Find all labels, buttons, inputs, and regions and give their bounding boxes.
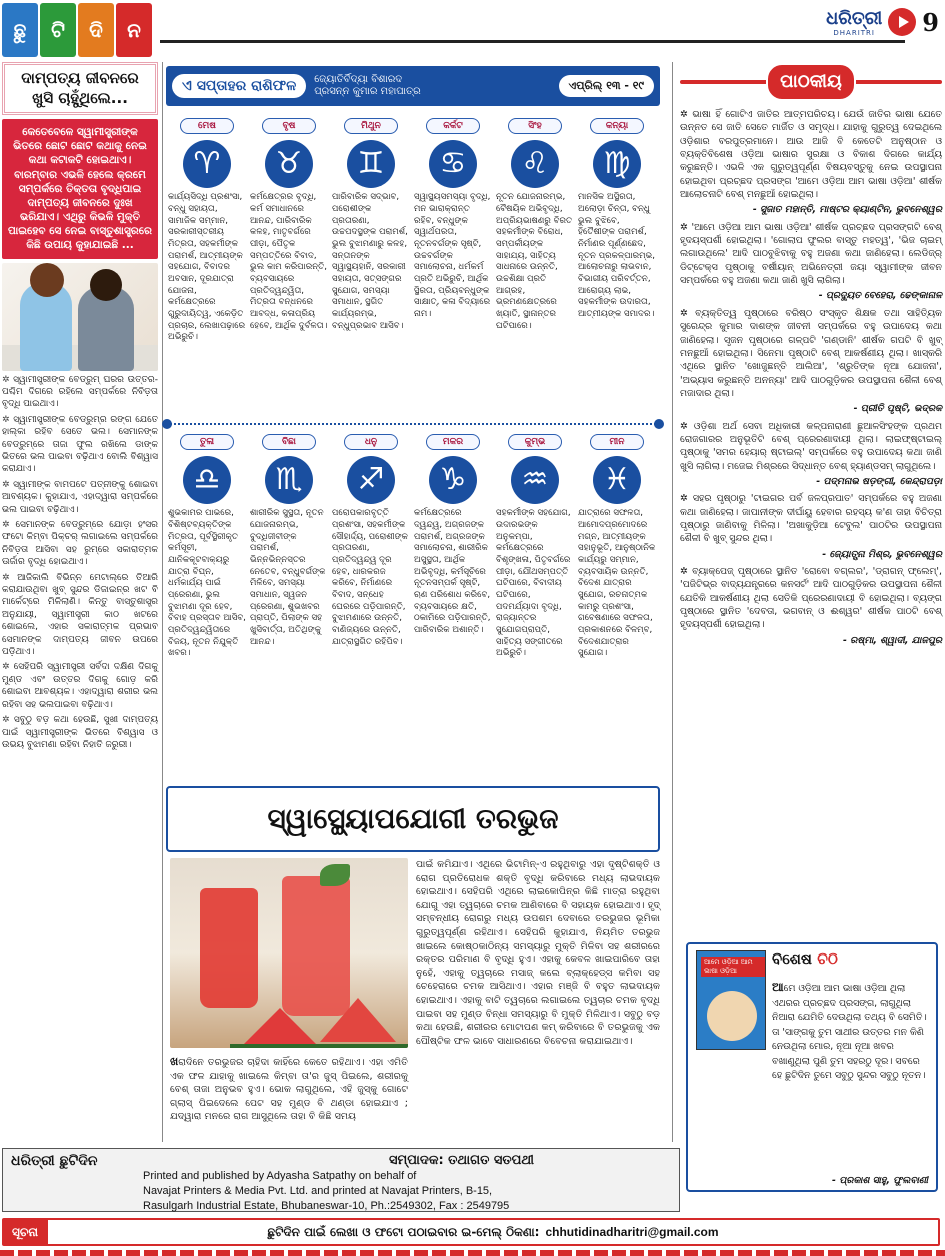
aries-icon: ♈ (183, 140, 231, 188)
letter-signature: - ସୁଜାତ ମହାନ୍ତି, ମାଷ୍ଟର କ୍ୟାଣ୍ଟିନ, ଭୁବନେଶ୍ୱର (752, 204, 942, 216)
leo-icon: ♌ (511, 140, 559, 188)
horoscope-author (314, 74, 550, 99)
masthead-right (826, 2, 939, 42)
pisces-icon: ♓ (593, 456, 641, 504)
article-headline: ସ୍ୱାସ୍ଥ୍ୟୋପଯୋଗୀ ତରଭୁଜ (166, 786, 660, 852)
letter-signature: - ଜ୍ୟୋତ୍ସ୍ନା ମିଶ୍ର, ଭୁବନେଶ୍ୱର (822, 548, 942, 560)
horoscope-date: ଏପ୍ରିଲ୍ ୧୩ - ୧୯ (559, 75, 655, 97)
sign-tula (166, 434, 248, 674)
imprint-line: Navajat Printers & Media Pvt. Ltd. and printed at Navajat Printers, B-15, (143, 1184, 493, 1197)
vastu-points (2, 374, 158, 752)
sign-row-1 (166, 118, 660, 358)
sign-name: କୁମ୍ଭ (508, 434, 562, 450)
notice-text: ଛୁଟିଦିନ ପାଇଁ ଲେଖା ଓ ଫଟୋ ପଠାଇବାର ଇ-ମେଲ୍ ଠିକଣା: (267, 1224, 540, 1239)
sign-text: କର୍ମକ୍ଷେତ୍ରରେ ଦ୍ୱନ୍ଦ୍ୱ, ଅଗ୍ରଜଙ୍କ ପରାମର୍ଶ, ଅଗ୍ରଜଙ୍କ ସମାଲୋଚନା, ଶାରୀରିକ ଅସୁସ୍ଥତା, ଆର୍ଥିକ ଅଭିବୃଦ୍ଧି, କର୍ମସୂଚିରେ ନୂତନସମ୍ପର୍କ ସୃଷ୍ଟି, ଋଣ ପରିଶୋଧ କରିବେ, ବ୍ୟବସାୟରେ କ୍ଷତି, ଠକାମିରେ ପଡ଼ିପାରନ୍ତି, ପାରିବାରିକ ଅଶାନ୍ତି। (414, 508, 491, 636)
sign-text: ପାରିବାରିକ ସଦ୍‌ଭାବ, ପରୋଶୀଙ୍କ ପ୍ରତାରଣା, ଉଚ୍ଚପଦସ୍ଥଙ୍କ ପରାମର୍ଶ, ଭୁଲ ବୁଝାମଣାରୁ କଳହ, ସନ୍ତାନଙ୍କ ସ୍ୱାସ୍ଥ୍ୟହାନି, ସରକାରୀ ସହାୟତା, ସତ୍‌ସଙ୍ଗର ସୁଯୋଗ, ସମସ୍ୟା ସମାଧାନ, ସ୍ଥଗିତ କାର୍ଯ୍ୟରମ୍ଭ, ବନ୍ଧୁପ୍ରଭାବ ଆସିବ। (332, 192, 408, 331)
sign-text: ସହକର୍ମୀଙ୍କ ସହଯୋଗ, ଉଦାରଭଙ୍କ ଅନୁକମ୍ପା, କର୍ମକ୍ଷେତ୍ରରେ ବିଶୃଙ୍ଖଳା, ପିତୃବର୍ଗରେ ପୀଡ଼ା, ଯୌଥସମ୍ପତ୍ତି ଘଟିପାରେ, ବିବାଦୀୟ ଘଟିପାରେ, ପଦମର୍ଯ୍ୟାଦା ବୃଦ୍ଧି, ରାଜ୍ୟାନ୍ତର ସୁଯୋଗପ୍ରାପ୍ତି, ସାହିତ୍ୟ ସଙ୍ଗୀତରେ ଅଭିରୁଚି। (496, 508, 571, 659)
letter-item (680, 492, 942, 561)
sign-name: ଧନୁ (344, 434, 398, 450)
scorpio-icon: ♏ (265, 456, 313, 504)
photo-man (78, 287, 134, 371)
sign-name: ବୃଷ (262, 118, 316, 134)
masthead-tile-1: ଛୁ (2, 3, 38, 57)
letter-item (680, 108, 942, 217)
column-divider (672, 62, 673, 1142)
sign-text: ମାନସିକ ଅସ୍ଥିରତା, ଅଲୋଡ଼ା ଚିନ୍ତା, ବନ୍ଧୁ ଭୁଲ ବୁଝିବେ, ହିତୈଷୀଙ୍କ ପରାମର୍ଶ, ନିର୍ମାଣର ପୂର୍ଣ୍ଣଛେଦ, ନୂତନ ପ୍ରକଳ୍ପାରମ୍ଭ, ଆଲୋଚନାରୁ ଲାଭବାନ, ବିଭାଗୀୟ ପରିବର୍ତ୍ତନ, ଆରୋଗ୍ୟ ଲାଭ, ସହକର୍ମୀଙ୍କ ଉଦାରତା, ଆତ୍ମୀୟଙ୍କ ସମାଦର। (578, 192, 656, 320)
photo-glass (282, 876, 350, 1016)
vastu-column (2, 62, 158, 1142)
sign-bichha (248, 434, 330, 674)
bottom-strip (0, 1250, 945, 1256)
column-divider (162, 62, 163, 1142)
sign-mithuna (330, 118, 412, 358)
photo-watermelon-slice (240, 1008, 320, 1048)
sign-name: ସିଂହ (508, 118, 562, 134)
article-column-2: ପାଇଁ କମିଯାଏ। ଏଥିରେ ଭିଟାମିନ୍-ଏ ରହୁଥିବାରୁ ଏହା ଦୃଷ୍ଟିଶକ୍ତି ଓ ରୋଗ ପ୍ରତିରୋଧକ ଶକ୍ତି ବୃଦ୍ଧି କରିବାରେ ମଧ୍ୟ ଲାଭଦାୟକ ହୋଇଥାଏ। ସେହିପରି ଏଥିରେ ଲାଇକୋପିନ୍‌ର କିଛି ମାତ୍ରା ରହୁଥିବା ଯୋଗୁ ଏହା ତ୍ୱଚାରେ ଚମକ ଆଣିବାରେ ବି ସହାୟକ ହୋଇଥାଏ। ହୃଦ୍ ସମ୍ବନ୍ଧୀୟ ରୋଗରୁ ମଧ୍ୟ ଉପଶମ ଦେବାରେ ତରଭୁଜର ଭୂମିକା ଗୁରୁତ୍ୱପୂର୍ଣ୍ଣ ରହିଥାଏ। ସେହିପରି କୁହାଯାଏ, ନିୟମିତ ତରଭୁଜ ଖାଇଲେ କୋଷ୍ଠକାଠିନ୍ୟ ସମସ୍ୟାରୁ ମୁକ୍ତି ମିଳିବା ସହ ଶରୀରରେ ରକ୍ତର ପରିମାଣ ବି ବୃଦ୍ଧି ହୁଏ। ଏହାକୁ କେବଳ ଖାଇପାରିବେ ତାହା ନୁହେଁ, ଏହାକୁ ତ୍ୱଚାରେ ମସାଜ୍ କଲେ ବ୍ଲାକ୍‌ହେଡ୍ସ କମିବା ସହ ଚେହେରାରେ ଚମକ ଆସିଥାଏ। ଏହାର ମଞ୍ଜି ବି ବହୁତ ଲାଭଦାୟକ ହୋଇଥାଏ। ଏହାକୁ ବାଟି ତ୍ୱଚାରେ ଲଗାଇଲେ ତ୍ୱଚାର ଚମକ ବୃଦ୍ଧି ପାଇବା ସହ ମୁଣ୍ଡ ବିନ୍ଧା ସମସ୍ୟାରୁ ବି ମୁକ୍ତି ମିଳିଥାଏ। ସବୁଠୁ ବଡ଼ କଥା ହେଉଛି, ଶରୀରର ମୋଟାପଣ କମ୍ କରିବାରେ ବି ତରଭୁଜକୁ ଏକ ପୌଷ୍ଟିକ ଫଳ ଭାବେ ସାଧାରଣରେ ବିବେଚନା କରାଯାଇଥାଏ। (416, 859, 660, 1047)
play-icon (888, 8, 916, 36)
sign-text: କାର୍ଯ୍ୟସିଦ୍ଧି ପ୍ରଶଂସା, ବନ୍ଧୁ ସହାୟତା, ସାମାଜିକ ସମ୍ମାନ, ସରକାରୀସ୍ତରୀୟ ମିତ୍ରତା, ସହକର୍ମୀଙ୍କ ପରାମର୍ଶ, ଆତ୍ମୀୟଙ୍କ ସହଯୋଗ, ବିବାଦର ଅବସାନ, ଦୂରଯାତ୍ରା ଯୋଜନା, କର୍ମକ୍ଷେତ୍ରରେ ଗୁରୁଦାୟିତ୍ୱ, ଏକେଡ଼ିତ ପ୍ରଚାର, ଲେଖାପଢ଼ାରେ ଅଭିରୁଚି। (168, 192, 246, 343)
vastu-point: ✲ ସ୍ୱାମୀସ୍ତ୍ରୀଙ୍କ ବେଡ୍‌ରୁମ୍‌ର ରଙ୍ଗ ଯେତେ ହାଲ୍‌କା ରହିବ ସେତେ ଭଲ। ସେମାନଙ୍କ ବେଡ୍‌ରୁମ୍‌ରେ ତାଜା ଫୁଲ ରଖିଲେ ଡାଙ୍କ ଭିତରେ ଭଲ ପାଇବା ବଢ଼ିଥାଏ ବୋଲି ବିଶ୍ୱାସ କରାଯାଏ। (2, 414, 158, 476)
letter-signature: - ପ୍ରୀତି ପୃଷ୍ଟି, ଭଦ୍ରକ (853, 403, 942, 415)
poem-signature: - ପ୍ରକାଶ ସାହୁ, ଫୁଲବାଣୀ (832, 1175, 928, 1186)
cancer-icon: ♋ (429, 140, 477, 188)
vastu-point: ✲ ସ୍ୱାମୀସ୍ତ୍ରୀଙ୍କ ବେଡ୍‌ରୁମ୍ ଘରର ଉତ୍ତର-ପଶ୍ଚିମ ଦିଗରେ ରହିଲେ ସମ୍ପର୍କରେ ନିବିଡ଼ତା ବୃଦ୍ଧି ପାଇଥାଏ। (2, 374, 158, 411)
photo-watermelon-slice (320, 998, 396, 1042)
title-plain: ବିଶେଷ (772, 950, 818, 968)
couple-photo (2, 263, 158, 371)
sign-kumbha (494, 434, 576, 674)
sign-simha (494, 118, 576, 358)
taurus-icon: ♉ (265, 140, 313, 188)
letters-column (680, 60, 942, 647)
sign-name: କନ୍ୟା (590, 118, 644, 134)
letter-text: ✲ ବ୍ୟକ୍ତିତ୍ୱ ପୃଷ୍ଠାରେ ବରିଷ୍ଠ ସଂସ୍କୃତ ଶିକ୍ଷକ ତଥା ସାହିତ୍ୟିକ ସୁରେନ୍ଦ୍ର କୁମାର ଦାଶଙ୍କ ଜୀବନୀ ସମ୍ପର୍କରେ ବହୁ ଉପାଦେୟ କଥା ଜାଣିହେଲା। ସୃଜନ ପୃଷ୍ଠାରେ ଗଳ୍ପଟି 'ଗଣ୍ଡାନି' ଶୀର୍ଷକ ଗପଟି ବି ଖୁବ୍ ମନଛୁଆଁ ହୋଇଥିଲା। ସିନେମା ପୃଷ୍ଠାଟି ବେଶ୍ ଆକର୍ଷଣୀୟ ଥିଲା। ଖାସ୍‌କରି ଏଥିରେ ସ୍ଥାନିତ 'ଖୋଜୁଛନ୍ତି ଆଲିଆ', 'ଶ୍ରୁତିଙ୍କ ନୂଆ ଯୋଜନା', 'ଅଭ୍ୟାସ କରୁଛନ୍ତି ଅନନ୍ୟା' ଆଦି ପାଠଗୁଡ଼ିକର ଉପସ୍ଥାପନା ଶୈଳୀ ବେଶ୍ ମଜାଦାର ଥିଲା। (680, 307, 942, 400)
author-title: ଜ୍ୟୋତିର୍ବିଦ୍ୟା ବିଶାରଦ (314, 73, 403, 85)
imprint-line: Rasulgarh Industrial Estate, Bhubaneswar-10, Ph.:2549302, Fax : 2549795 (143, 1199, 510, 1212)
notice-email-link[interactable]: chhutidinadharitri@gmail.com (545, 1225, 719, 1239)
sign-name: ମିଥୁନ (344, 118, 398, 134)
sign-karkata (412, 118, 494, 358)
letter-text: ✲ ଓଡ଼ିଶା ଅର୍ଥ ସେବା ଅଧିକାରୀ କଳ୍ପନାରାଣୀ ଛୁଆଳସିଂହଙ୍କ ପ୍ରଥମ ରୋଜଗାରର ଅନୁଭୂତିଟି ବେଶ୍ ପ୍ରେରଣାଦାୟୀ ଥିଲା। ଲାଇଫ୍‌ଷ୍ଟାଇଲ୍ ପୃଷ୍ଠାକୁ 'ସମର ହେୟାର୍ ଷ୍ଟାଇଲ୍' ସମ୍ପର୍କରେ ବହୁ ଉପାଦେୟ କଥା ଜାଣି ଖୁସି ଲାଗିଲା। ମଜେଇ ମିଶ୍ରରେ ସିଦ୍ଧାନ୍ତ ବେଶ୍ ହ୍ୟାଣ୍ଡସମ୍ ଲାଗୁଥିଲେ। (680, 420, 942, 473)
sign-name: ମୀନ (590, 434, 644, 450)
letter-item (680, 565, 942, 647)
sign-mesha (166, 118, 248, 358)
aquarius-icon: ♒ (511, 456, 559, 504)
vastu-point: ✲ ସେହିପରି ସ୍ୱାମୀସ୍ତ୍ରୀ ସର୍ବଦା ଦକ୍ଷିଣ ଦିଗକୁ ମୁଣ୍ଡ ଏବଂ ଉତ୍ତର ଦିଗକୁ ଗୋଡ଼ କରି ଶୋଇବା ଆବଶ୍ୟକ। ଏହାଦ୍ୱାରା ଶରୀର ଭଲ ରହିବା ସହ ଭଲପାଇବା ବଢ଼ିଥାଏ। (2, 661, 158, 711)
horoscope-divider (166, 423, 660, 429)
brand-logo (826, 8, 882, 37)
libra-icon: ♎ (183, 456, 231, 504)
sign-text: ଯାତ୍ରାରେ ସଫଳତା, ଆମୋଦପ୍ରମୋଦରେ ମଗ୍ନ, ଆତ୍ମୀୟଙ୍କ ସହାନୁଭୂତି, ଆନୁଷ୍ଠାନିକ କାର୍ଯ୍ୟରୁ ସମ୍ମାନ, ବ୍ୟବସାୟିକ ଉନ୍ନତି, ବିଦେଶ ଯାତ୍ରାର ସୁଯୋଗ, ରଚନାତ୍ମକ କାମରୁ ପ୍ରଶଂସା, ଗବେଷଣାରେ ସଫଳତା, ପ୍ରକାଶନରେ ବିଳମ୍ବ, ବିଦେଶଯାତ୍ରାର ସୁଯୋଗ। (578, 508, 656, 659)
sign-row-2 (166, 434, 660, 674)
sign-text: କର୍ମକ୍ଷେତ୍ରର ବୃଦ୍ଧି, କର୍ମ ସମାଧାନରେ ଆନନ୍ଦ, ପାରିବାରିକ କଳହ, ମାତୃବର୍ଗରେ ପୀଡ଼ା, ପୈତୃକ ସମ୍ପତ୍ତିରେ ବିବାଦ, ଭୁଲ କାମ କରିପାରନ୍ତି, ବ୍ୟବସାୟରେ ପ୍ରତିଦ୍ୱନ୍ଦ୍ୱିତା, ମିତ୍ରତା ବନ୍ଧନରେ ଆବଦ୍ଧ, କଳାପ୍ରିୟ ହେବେ, ଆର୍ଥିକ ଦୁର୍ବଳତା। (250, 192, 328, 331)
article-column-1 (170, 1054, 408, 1124)
vastu-intro: କେତେବେଳେ ସ୍ୱାମୀସ୍ତ୍ରୀଙ୍କ ଭିତରେ ଛୋଟ ଛୋଟ କଥାକୁ ନେଇ କଥା କଟାକଟି ହୋଇଥାଏ। ବାରମ୍ବାର ଏଭଳି ହେଲେ କ୍ରମେ ସମ୍ପର୍କରେ ତିକ୍ତତା ବୃଦ୍ଧିପାଇ ଦାମ୍ପତ୍ୟ ଜୀବନରେ ଦୁଃଖ ଭରିଯାଏ। ଏଥିରୁ କିଭଳି ମୁକ୍ତି ପାଇହେବ ସେ ନେଇ ବାସ୍ତୁଶାସ୍ତ୍ରରେ କିଛି ଉପାୟ କୁହାଯାଇଛି ... (2, 119, 158, 259)
photo-woman (20, 283, 72, 371)
horoscope-header (166, 66, 660, 106)
sign-text: ନୂତନ ଯୋଜନାରମ୍ଭ, ବୈଷୟିକ ଅଭିବୃଦ୍ଧି, ଅପ୍ରିୟଭାଷଣରୁ ବିରତ ସହକର୍ମୀଙ୍କ ବିରୋଧ, ସମ୍ପର୍କୀୟଙ୍କ ସାହାଯ୍ୟ, ସାହିତ୍ୟ ସାଧନାରେ ଉନ୍ନତି, ଉଚ୍ଚଶିକ୍ଷା ପ୍ରତି ଆଗ୍ରହ, ଭ୍ରମଣକ୍ଷେତ୍ରରେ ଖ୍ୟାତି, ସ୍ଥାନାନ୍ତର ଘଟିପାରେ। (496, 192, 573, 331)
letter-item (680, 307, 942, 416)
special-letter-title (772, 950, 838, 968)
sign-name: ତୁଳା (180, 434, 234, 450)
sign-makara (412, 434, 494, 674)
letter-text: ✲ 'ଆମେ ଓଡ଼ିଆ ଆମ ଭାଷା ଓଡ଼ିଆ' ଶୀର୍ଷକ ପ୍ରଚ୍ଛଦ ପ୍ରସଙ୍ଗଟି ବେଶ୍ ହୃଦୟସ୍ପର୍ଶୀ ହୋଇଥିଲା। 'ଗୋଲାପ ଫୁଲର ବାସ୍ତୁ ମହତ୍ୱ', 'ଭିଜ ଚାଇମ୍ ଲଗାଉଥିଲେ' ଆଦି ପାଠବୁଝିବାକୁ ବହୁ ଅଜଣା କଥା ଜାଣିହେଲା। ଲେଡିଜ୍‌ର୍ ଡିଟ୍ଟେକ୍ସ ପୃଷ୍ଠାକୁ ବର୍ଷୀୟାନ୍ ଅଭିନେତ୍ରୀ ଜୟା ସ୍ୱାମୀଙ୍କ ଜୀବନ ସମ୍ପର୍କରେ ବହୁ ଅଜଣା କଥା ଜାଣି ଖୁସି ଲାଗିଲା। (680, 221, 942, 288)
sign-name: ମେଷ (180, 118, 234, 134)
poem-text: ମେ ଓଡ଼ିଆ ଆମ ଭାଷା ଓଡ଼ିଆ ଥିଲା ଏଥରର ପ୍ରଚ୍ଛଦ ପ୍ରସଙ୍ଗ, ଲାଗୁଥିଲା ନିଆରା ଯେମିତି ଦେଉଥିଲା ତଥ୍ୟ ବି ସେମିତି। ତା 'ସାଙ୍ଗକୁ ତୁମ ସାଥୀର ଉତ୍ତର ମନ କିଣି ନେଉଥିଲା ମୋର, ନୂଆ ନୂଆ ଖବର ବଖାଣୁଥିଲା ପୁଣି ତୁମ ସହରଠୁ ଦୂର। ସବରେ ହେ ଛୁଟିଦିନ ତୁମେ ସବୁଠୁ ସୁନ୍ଦର ସବୁଠୁ ନୂତନ। (772, 983, 927, 1082)
horoscope-title: ଏ ସପ୍ତାହର ରାଶିଫଳ (172, 74, 306, 98)
sign-text: ପରୋପକାରବୃତ୍ତି ପ୍ରଶଂସା, ସହକର୍ମୀଙ୍କ ସୌହାର୍ଦ୍ଦ୍ୟ, ପରୋଶୀଙ୍କ ପ୍ରତାରଣା, ପ୍ରତିଦ୍ୱନ୍ଦ୍ୱ ଦୂର ହେବ, ଧାରକରଜ କରିବେ, ନିର୍ମାଣରେ ବିବାଦ, ସନ୍ଧେହ ଘେରରେ ପଡ଼ିପାରନ୍ତି, ବୁଝାମଣାରେ ଉନ୍ନତି, ବାଣିଜ୍ୟରେ ଉନ୍ନତି, ଯାତ୍ରାସ୍ଥଗିତ ରହିପିବ। (332, 508, 409, 647)
sign-text: ସ୍ୱାସ୍ଥ୍ୟସମସ୍ୟା ବୃଦ୍ଧି, ମନ ଭାରାକ୍ରାନ୍ତ ରହିବ, ବନ୍ଧୁଙ୍କ ସ୍ୱାର୍ଥପରତା, ନୂତନବର୍ଗଙ୍କ ସୃଷ୍ଟି, ଉଚ୍ଚବର୍ଗଙ୍କ ସମାଲୋଚନା, ଧର୍ମକର୍ମ ପ୍ରତି ଅଭିରୁଚି, ଆର୍ଥିକ ସ୍ଥିରତା, ପ୍ରିୟବନ୍ଧୁଙ୍କ ସାକ୍ଷାତ୍, କଳା ବିଦ୍ୟାରେ ନାମ। (414, 192, 491, 320)
poem-dropcap: ଆ (772, 980, 784, 994)
watermelon-photo (170, 858, 408, 1048)
brand-sub: DHARITRI (833, 28, 875, 37)
letter-text: ✲ ଭାଷା ହିଁ ଗୋଟିଏ ଜାତିର ଆତ୍ମପରିଚୟ। ଯେଉଁ ଜାତିର ଭାଷା ଯେତେ ଉନ୍ନତ ସେ ଜାତି ସେତେ ମାର୍ଜିତ ଓ ସମୃଦ୍ଧ। ଯାହାକୁ ଗୁରୁତ୍ୱ ଦେଇଥିଲେ ଓଡ଼ିଶାର ବରପୁତ୍ରମାନେ। ଆଉ ଆଜି ବି କେତେଟି ଅନୁଷ୍ଠାନ ଓ ବ୍ୟକ୍ତିବିଶେଷ ଓଡ଼ିଆ ଭାଷାର ସୁରକ୍ଷା ଓ ବିକାଶ ଦିଗରେ କାର୍ଯ୍ୟ କରୁଛନ୍ତି। ଏଭଳି ଏକ ଗୁରୁତ୍ୱପୂର୍ଣ୍ଣ ବିଷୟବସ୍ତୁକୁ ନେଇ ଉପସ୍ଥାପନା ହୋଇଥିବା ପ୍ରଚ୍ଛଦ ପ୍ରସଙ୍ଗ 'ଆମେ ଓଡ଼ିଆ ଆମ ଭାଷା ଓଡ଼ିଆ' ଶୀର୍ଷକ ଆଲୋଚନାଟି ବେଶ୍ ମନଛୁଆଁ ହୋଇଥିଲା। (680, 108, 942, 201)
article-dropcap: ଖ (170, 1055, 179, 1068)
photo-glass (200, 888, 258, 1008)
brand-name: ଧରିତ୍ରୀ (826, 7, 883, 29)
letter-signature: - ପ୍ରଦ୍ୟୁତ ବେହେରା, ଢେଙ୍କାନାଳ (818, 290, 942, 302)
photo-rind (230, 1044, 408, 1048)
page-number: 9 (922, 7, 939, 37)
vastu-point: ✲ ସବୁଠୁ ବଡ଼ କଥା ହେଉଛି, ସୁଖୀ ଦାମ୍ପତ୍ୟ ପାଇଁ ସ୍ୱାମୀସ୍ତ୍ରୀଙ୍କ ଭିତରେ ବିଶ୍ୱାସ ଓ ଉଭୟ ବୁଝାମଣା ରହିବା ନିହାତି ଜରୁରୀ। (2, 714, 158, 751)
masthead-rule (160, 40, 905, 43)
imprint-lines (143, 1169, 563, 1214)
masthead-logo (2, 3, 152, 57)
magazine-cover (696, 950, 766, 1050)
notice-body (48, 1220, 938, 1244)
sign-name: ମକର (426, 434, 480, 450)
special-letter-poem (772, 978, 932, 1084)
cover-art (707, 991, 757, 1041)
masthead-tile-4: ନ (116, 3, 152, 57)
vastu-point: ✲ ସେମାନଙ୍କ ବେଡ୍‌ରୁମ୍‌ରେ ଯୋଡ଼ା ହଂସର ଫଟୋ କିମ୍ବା ପିକ୍‌ଚର୍ ଲଗାଇଲେ ସମ୍ପର୍କରେ ନିବିଡ଼ତା ଆସିବା ସହ ରୁମ୍‌ରେ ସକାରାତ୍ମକ ଊର୍ଜାର ବୃଦ୍ଧି ହୋଇଥାଏ। (2, 519, 158, 569)
sign-name: ବିଛା (262, 434, 316, 450)
letters-title: ପାଠକୀୟ (766, 63, 856, 101)
masthead-tile-3: ଦି (78, 3, 114, 57)
sign-meena (576, 434, 658, 674)
sagittarius-icon: ♐ (347, 456, 395, 504)
letter-signature: - ପଦ୍ମନାଭ ଷଡ଼ଙ୍ଗୀ, କେନ୍ଦ୍ରାପଡ଼ା (816, 475, 942, 487)
letter-item (680, 221, 942, 303)
imprint-paper-name: ଧରିତ୍ରୀ ଛୁଟିଦିନ (11, 1153, 98, 1169)
article-text: ରାଦିନେ ତରଭୁଜର ଚାହିଦା କାହିଁରେ କେତେ ରହିଥାଏ। ଏହା ଏମିତି ଏକ ଫଳ ଯାହାକୁ ଖାଇଲେ କିମ୍ବା ତା'ର ଜୁସ୍ ପିଇଲେ, ଶରୀରକୁ ବେଶ୍ ତାଜା ଅନୁଭବ ହୁଏ। ଭୋକ ଲାଗୁଥିଲେ, ଏହି ଜୁସ୍‌କୁ ଗୋଟେ ଗ୍ଲାସ୍ ପିଇଦେଲେ ପେଟ ସହ ମୁଣ୍ଡ ବି ଥଣ୍ଡା ହୋଇଯାଏ ; ଯଦ୍ୱାରା ମନରେ ରାଗ ଆସୁଥିଲେ ତାହା ବି କିଛି ସମୟ (170, 1057, 408, 1123)
imprint-line: Printed and published by Adyasha Satpathy on behalf of (143, 1170, 417, 1182)
sign-dhanu (330, 434, 412, 674)
notice-bar (2, 1218, 940, 1246)
notice-label: ସୂଚନା (2, 1225, 48, 1240)
sign-name: କର୍କଟ (426, 118, 480, 134)
sign-text: ଶୁଭକାମର ପାଭରେ, ବିଶିଷ୍ଟବ୍ୟକ୍ତିଙ୍କ ମିତ୍ରତା, ପୂର୍ବସ୍ଥିରୀକୃତ କର୍ମସୂଚୀ, ଯାନିକକୂଟବାକ୍ୟରୁ ଯାତ୍ରା ବିଘ୍ନ, ଧର୍ମକାର୍ଯ୍ୟ ପାଇଁ ପ୍ରେରଣା, ଭୁଲ ବୁଝାମଣା ଦୂର ହେବ, ବିବାହ ପ୍ରସ୍ତାବ ଆସିବ, ପ୍ରତିଦ୍ୱନ୍ଦ୍ୱିତାରେ ବିଜୟ, ନୂତନ ନିଯୁକ୍ତି ଖବର। (168, 508, 246, 659)
vastu-headline: ଦାମ୍ପତ୍ୟ ଜୀବନରେ ଖୁସି ଚାହୁଁଥିଲେ... (2, 62, 158, 115)
author-name: ପ୍ରସନ୍ନ କୁମାର ମହାପାତ୍ର (314, 86, 421, 97)
letter-text: ✲ ବ୍ୟାକ୍‌ପେଜ୍ ପୃଷ୍ଠାରେ ସ୍ଥାନିତ 'ରୋବୋ ବଗ୍‌ଲର', 'ଡ୍ରାଗନ୍ ଫ୍ଲେମ୍', 'ପଜିଟିଭ୍‌ର ବାଦ୍ୟଯନ୍ତ୍ରରେ କନସର୍ଟ' ଆଦି ପାଠଗୁଡ଼ିକର ଉପସ୍ଥାପନା ଶୈଳୀ ଯେତିକି ଆକର୍ଷଣୀୟ ଥିଲା ସେତିକି ପ୍ରେରଣାଦାୟୀ ବି ହୋଇଥିଲା। ବ୍ୟଙ୍ଗ ପୃଷ୍ଠାରେ ସ୍ଥାନିତ 'ଦେବତା, ଭଗବାନ୍ ଓ ଈଶ୍ୱର' ଶୀର୍ଷକ ପାଠଟି ବେଶ୍ ହୃଦୟସ୍ପର୍ଶୀ ହୋଇଥିଲା। (680, 565, 942, 632)
vastu-point: ✲ ସ୍ୱାମୀଙ୍କ ବାମପଟେ ପତ୍ନୀଙ୍କୁ ଶୋଇବା ଆବଶ୍ୟକ। କୁହାଯାଏ, ଏହାଦ୍ୱାରା ସମ୍ପର୍କରେ ଭଲ ପାଇବା ବଢ଼ିଥାଏ। (2, 479, 158, 516)
virgo-icon: ♍ (593, 140, 641, 188)
masthead-tile-2: ଟି (40, 3, 76, 57)
horoscope-section (166, 66, 660, 659)
imprint-box (2, 1148, 680, 1212)
sign-brusha (248, 118, 330, 358)
letters-banner (680, 60, 942, 104)
title-accent: ଚିଠି (817, 950, 838, 968)
photo-mint (320, 864, 350, 886)
sign-kanya (576, 118, 658, 358)
vastu-point: ✲ ଆଜିକାଲି ବିଭିନ୍ନ ମେଟାଲ୍‌ରେ ତିଆରି କରାଯାଉଥିବା ଖୁବ୍ ସୁନ୍ଦର ଡିଜାଇନ୍‌ର ଖଟ ବି ମାର୍କେଟ୍‌ରେ ମିଳିଲାଣି। କିନ୍ତୁ ବାସ୍ତୁଶାସ୍ତ୍ର ଅନୁଯାୟୀ, ସ୍ୱାମୀସ୍ତ୍ରୀ କାଠ ଖଟରେ ଶୋଇଲେ, ଏହାର ସକାରାତ୍ମକ ପ୍ରଭାବ ସେମାନଙ୍କ ଦାମ୍ପତ୍ୟ ଜୀବନ ଉପରେ ପଡ଼ିଥାଏ। (2, 572, 158, 659)
imprint-editor: ସମ୍ପାଦକ: ତଥାଗତ ସତପଥୀ (389, 1153, 534, 1168)
cover-title: ଆମେ ଓଡ଼ିଆ ଆମ ଭାଷା ଓଡ଼ିଆ (701, 957, 765, 977)
letter-text: ✲ ସହର ପୃଷ୍ଠାରୁ 'ଟାଇଗର ପର୍ବ ଜଳପ୍ରପାତ' ସମ୍ପର୍କରେ ବହୁ ଅଜଣା କଥା ଜାଣିହେଲା। ଜାପାନୀଙ୍କ ଦୀର୍ଘାୟୁ ହେବାର ରହସ୍ୟ କ'ଣ ତାହା ବିଚିତ୍ରା ପୃଷ୍ଠାରୁ ଜାଣିବାକୁ ମିଳିଲା। 'ଅଖାକୁଡ଼ିଆ ଟେବୁଲ' ପାଠଟିର ଉପସ୍ଥାପନା ଶୈଳୀ ବି ଖୁବ୍ ସୁନ୍ଦର ଥିଲା। (680, 492, 942, 545)
gemini-icon: ♊ (347, 140, 395, 188)
capricorn-icon: ♑ (429, 456, 477, 504)
special-letter-box (686, 942, 938, 1192)
sign-text: ଶାରୀରିକ ସୁସ୍ଥତା, ନୂତନ ଯୋଜନାରମ୍ଭ, ବୁଦ୍ଧିଜୀବୀଙ୍କ ପରାମର୍ଶ, ଭିନ୍ନଭିନ୍ନସ୍ତର ନେତେବ, ବନ୍ଧୁବର୍ଗଙ୍କ ମିଳିବେ, ସମସ୍ୟା ସମାଧାନ, ସ୍ୱଜନ ପ୍ରେରଣା, ଶୁଭଖବର ପ୍ରାପ୍ତି, ପିଲାଙ୍କ ସହ ଖୁସିବାର୍ତ୍ତା, ଅତିଥିଙ୍କୁ ଆନନ୍ଦ। (250, 508, 326, 647)
letter-signature: - ରଷ୍ମା, ଶ୍ୱାଦୀ, ଯାଜପୁର (843, 634, 942, 646)
letter-item (680, 420, 942, 489)
